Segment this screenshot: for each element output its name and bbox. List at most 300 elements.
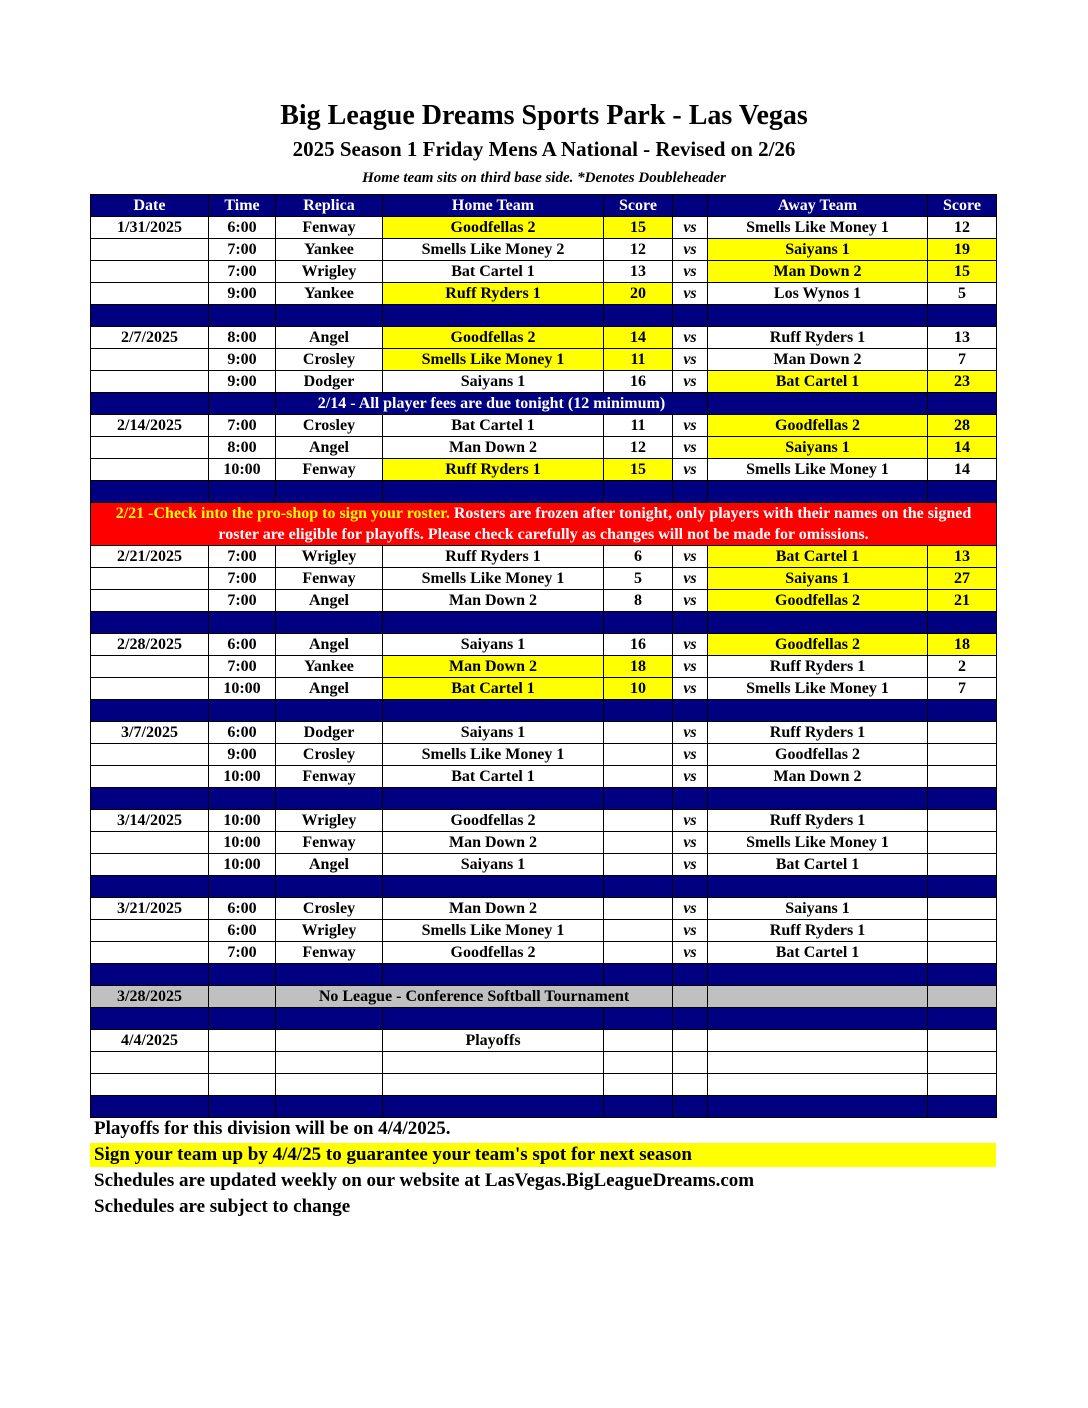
home-team: Ruff Ryders 1 [383, 546, 604, 568]
game-date: 2/28/2025 [91, 634, 209, 656]
game-time: 10:00 [209, 678, 276, 700]
home-score: 5 [604, 568, 673, 590]
no-league-row [91, 986, 997, 1008]
game-field: Fenway [276, 766, 383, 788]
game-date [91, 371, 209, 393]
empty-cell [91, 1074, 209, 1096]
spacer-cell [708, 876, 928, 898]
away-team: Saiyans 1 [708, 898, 928, 920]
spacer-cell [383, 1096, 604, 1118]
home-score [604, 832, 673, 854]
game-field: Fenway [276, 942, 383, 964]
game-time: 6:00 [209, 634, 276, 656]
home-score: 11 [604, 349, 673, 371]
spacer-row [91, 1008, 997, 1030]
home-team: Smells Like Money 1 [383, 744, 604, 766]
away-team: Los Wynos 1 [708, 283, 928, 305]
game-row [91, 678, 997, 700]
footer-playoffs-note: Playoffs for this division will be on 4/4/2025. [94, 1118, 451, 1139]
game-row [91, 239, 997, 261]
empty-cell [708, 1030, 928, 1052]
home-score [604, 744, 673, 766]
spacer-cell [673, 305, 708, 327]
vs-label: vs [673, 678, 708, 700]
away-score: 23 [928, 371, 997, 393]
game-field: Crosley [276, 898, 383, 920]
game-time: 8:00 [209, 437, 276, 459]
home-score: 20 [604, 283, 673, 305]
home-team: Man Down 2 [383, 437, 604, 459]
vs-label: vs [673, 239, 708, 261]
away-score [928, 766, 997, 788]
game-time: 7:00 [209, 656, 276, 678]
game-row [91, 349, 997, 371]
game-date: 3/21/2025 [91, 898, 209, 920]
spacer-cell [928, 964, 997, 986]
away-team: Smells Like Money 1 [708, 217, 928, 239]
away-team: Bat Cartel 1 [708, 371, 928, 393]
away-team: Bat Cartel 1 [708, 942, 928, 964]
game-field: Angel [276, 678, 383, 700]
away-score: 27 [928, 568, 997, 590]
game-date: 3/28/2025 [91, 986, 209, 1008]
game-date [91, 854, 209, 876]
game-row [91, 920, 997, 942]
game-time: 8:00 [209, 327, 276, 349]
spacer-cell [276, 964, 383, 986]
game-time: 7:00 [209, 239, 276, 261]
game-field: Crosley [276, 349, 383, 371]
game-time: 6:00 [209, 898, 276, 920]
vs-label: vs [673, 942, 708, 964]
vs-label: vs [673, 349, 708, 371]
home-team: Goodfellas 2 [383, 327, 604, 349]
game-date: 3/7/2025 [91, 722, 209, 744]
game-date: 3/14/2025 [91, 810, 209, 832]
spacer-cell [708, 964, 928, 986]
game-date [91, 349, 209, 371]
home-score [604, 810, 673, 832]
game-time: 7:00 [209, 942, 276, 964]
spacer-cell [604, 481, 673, 503]
away-team: Goodfellas 2 [708, 634, 928, 656]
away-score: 12 [928, 217, 997, 239]
home-score: 6 [604, 546, 673, 568]
home-team: Ruff Ryders 1 [383, 283, 604, 305]
schedule-table [90, 194, 997, 1118]
game-date [91, 261, 209, 283]
away-team: Man Down 2 [708, 261, 928, 283]
spacer-cell [383, 1008, 604, 1030]
vs-label: vs [673, 459, 708, 481]
game-time: 7:00 [209, 261, 276, 283]
spacer-row [91, 481, 997, 503]
empty-cell [673, 986, 708, 1008]
vs-label: vs [673, 832, 708, 854]
spacer-cell [604, 612, 673, 634]
empty-cell [276, 1030, 383, 1052]
home-team: Man Down 2 [383, 832, 604, 854]
spacer-cell [209, 700, 276, 722]
game-field: Angel [276, 327, 383, 349]
home-team: Ruff Ryders 1 [383, 459, 604, 481]
game-row [91, 590, 997, 612]
home-team: Saiyans 1 [383, 634, 604, 656]
home-team: Bat Cartel 1 [383, 261, 604, 283]
game-row [91, 568, 997, 590]
game-date [91, 239, 209, 261]
away-team: Smells Like Money 1 [708, 459, 928, 481]
spacer-cell [928, 1096, 997, 1118]
game-time: 10:00 [209, 459, 276, 481]
vs-label: vs [673, 810, 708, 832]
spacer-cell [276, 1008, 383, 1030]
home-team: Goodfellas 2 [383, 810, 604, 832]
empty-cell [708, 1052, 928, 1074]
game-row [91, 766, 997, 788]
empty-cell [383, 1074, 604, 1096]
home-score [604, 920, 673, 942]
vs-label: vs [673, 217, 708, 239]
vs-label: vs [673, 722, 708, 744]
empty-cell [276, 1074, 383, 1096]
spacer-cell [673, 700, 708, 722]
game-time: 6:00 [209, 722, 276, 744]
spacer-cell [91, 305, 209, 327]
column-header: Time [209, 195, 276, 217]
away-team: Man Down 2 [708, 766, 928, 788]
game-date [91, 920, 209, 942]
home-team: Man Down 2 [383, 590, 604, 612]
game-date [91, 459, 209, 481]
game-time: 9:00 [209, 371, 276, 393]
home-team: Man Down 2 [383, 656, 604, 678]
spacer-cell [604, 700, 673, 722]
home-team: Smells Like Money 2 [383, 239, 604, 261]
away-score: 7 [928, 349, 997, 371]
game-date [91, 942, 209, 964]
announcement-row [91, 393, 997, 415]
spacer-cell [91, 700, 209, 722]
empty-cell [604, 1030, 673, 1052]
away-score [928, 810, 997, 832]
empty-cell [209, 1030, 276, 1052]
game-date: 2/7/2025 [91, 327, 209, 349]
spacer-cell [276, 876, 383, 898]
game-row [91, 459, 997, 481]
game-field: Angel [276, 634, 383, 656]
vs-label: vs [673, 568, 708, 590]
game-time: 7:00 [209, 590, 276, 612]
spacer-cell [928, 393, 997, 415]
spacer-cell [708, 305, 928, 327]
spacer-cell [673, 788, 708, 810]
spacer-cell [673, 1008, 708, 1030]
home-team: Bat Cartel 1 [383, 415, 604, 437]
home-team: Saiyans 1 [383, 722, 604, 744]
spacer-cell [91, 1096, 209, 1118]
game-field: Dodger [276, 371, 383, 393]
spacer-cell [604, 1008, 673, 1030]
spacer-cell [928, 788, 997, 810]
spacer-row [91, 876, 997, 898]
game-row [91, 854, 997, 876]
spacer-cell [673, 1096, 708, 1118]
schedule-note: Home team sits on third base side. *Denotes Doubleheader [362, 170, 726, 186]
game-date: 4/4/2025 [91, 1030, 209, 1052]
game-date [91, 678, 209, 700]
spacer-cell [383, 876, 604, 898]
spacer-cell [383, 612, 604, 634]
spacer-cell [209, 876, 276, 898]
game-row [91, 634, 997, 656]
away-team: Ruff Ryders 1 [708, 810, 928, 832]
page-title: Big League Dreams Sports Park - Las Vegas [280, 100, 808, 131]
spacer-cell [708, 612, 928, 634]
game-time: 10:00 [209, 854, 276, 876]
home-score: 15 [604, 459, 673, 481]
home-team: Goodfellas 2 [383, 217, 604, 239]
game-row [91, 832, 997, 854]
spacer-cell [673, 612, 708, 634]
game-field: Wrigley [276, 920, 383, 942]
column-header: Date [91, 195, 209, 217]
game-time: 10:00 [209, 766, 276, 788]
away-team: Bat Cartel 1 [708, 854, 928, 876]
spacer-cell [928, 1008, 997, 1030]
game-field: Fenway [276, 568, 383, 590]
game-time: 9:00 [209, 349, 276, 371]
home-team: Saiyans 1 [383, 371, 604, 393]
alert-lead-text: 2/21 -Check into the pro-shop to sign your roster. [115, 505, 450, 522]
game-time: 9:00 [209, 744, 276, 766]
spacer-cell [604, 876, 673, 898]
column-header [673, 195, 708, 217]
home-score [604, 942, 673, 964]
game-row [91, 546, 997, 568]
vs-label: vs [673, 898, 708, 920]
empty-cell [604, 1074, 673, 1096]
table-header-row [91, 195, 997, 217]
playoffs-label: Playoffs [383, 1030, 604, 1052]
home-score: 8 [604, 590, 673, 612]
game-row [91, 810, 997, 832]
away-score [928, 942, 997, 964]
away-team: Ruff Ryders 1 [708, 920, 928, 942]
game-field: Fenway [276, 832, 383, 854]
spacer-cell [673, 964, 708, 986]
vs-label: vs [673, 415, 708, 437]
away-score: 5 [928, 283, 997, 305]
spacer-cell [276, 700, 383, 722]
column-header: Score [928, 195, 997, 217]
spacer-row [91, 788, 997, 810]
game-time: 6:00 [209, 217, 276, 239]
game-time: 7:00 [209, 546, 276, 568]
empty-cell [383, 1052, 604, 1074]
spacer-cell [209, 393, 276, 415]
spacer-cell [604, 964, 673, 986]
empty-cell [209, 1052, 276, 1074]
vs-label: vs [673, 634, 708, 656]
game-field: Yankee [276, 283, 383, 305]
spacer-cell [209, 964, 276, 986]
game-field: Angel [276, 437, 383, 459]
home-score: 16 [604, 371, 673, 393]
empty-cell [673, 1030, 708, 1052]
empty-cell [276, 1052, 383, 1074]
game-row [91, 217, 997, 239]
home-score [604, 766, 673, 788]
away-team: Ruff Ryders 1 [708, 656, 928, 678]
spacer-cell [209, 1096, 276, 1118]
home-score: 16 [604, 634, 673, 656]
away-team: Smells Like Money 1 [708, 832, 928, 854]
away-score: 19 [928, 239, 997, 261]
spacer-cell [928, 612, 997, 634]
spacer-cell [276, 612, 383, 634]
home-score: 13 [604, 261, 673, 283]
column-header: Score [604, 195, 673, 217]
away-team: Smells Like Money 1 [708, 678, 928, 700]
vs-label: vs [673, 744, 708, 766]
away-score [928, 920, 997, 942]
away-team: Ruff Ryders 1 [708, 327, 928, 349]
spacer-cell [708, 393, 928, 415]
spacer-cell [383, 964, 604, 986]
spacer-row [91, 612, 997, 634]
away-score [928, 832, 997, 854]
away-score: 18 [928, 634, 997, 656]
home-score: 15 [604, 217, 673, 239]
spacer-cell [383, 481, 604, 503]
game-date [91, 437, 209, 459]
away-score [928, 898, 997, 920]
game-row [91, 942, 997, 964]
spacer-cell [708, 481, 928, 503]
spacer-cell [91, 1008, 209, 1030]
game-time: 6:00 [209, 920, 276, 942]
empty-cell [928, 1052, 997, 1074]
spacer-cell [928, 700, 997, 722]
footer-change-note: Schedules are subject to change [94, 1196, 351, 1217]
game-row [91, 744, 997, 766]
vs-label: vs [673, 546, 708, 568]
spacer-cell [673, 876, 708, 898]
game-row [91, 898, 997, 920]
no-league-text: No League - Conference Softball Tournament [276, 986, 673, 1008]
spacer-cell [928, 481, 997, 503]
away-score: 21 [928, 590, 997, 612]
away-score: 14 [928, 459, 997, 481]
game-field: Angel [276, 854, 383, 876]
spacer-cell [604, 1096, 673, 1118]
spacer-cell [673, 481, 708, 503]
away-score: 28 [928, 415, 997, 437]
spacer-cell [209, 788, 276, 810]
roster-alert [91, 503, 997, 546]
game-row [91, 261, 997, 283]
game-date: 2/14/2025 [91, 415, 209, 437]
footer-signup-note: Sign your team up by 4/4/25 to guarantee your team's spot for next season [90, 1143, 996, 1167]
home-team: Smells Like Money 1 [383, 568, 604, 590]
game-time: 7:00 [209, 568, 276, 590]
game-row [91, 415, 997, 437]
away-team: Goodfellas 2 [708, 744, 928, 766]
spacer-cell [383, 700, 604, 722]
game-field: Yankee [276, 239, 383, 261]
vs-label: vs [673, 854, 708, 876]
vs-label: vs [673, 327, 708, 349]
column-header: Home Team [383, 195, 604, 217]
blank-row [91, 1074, 997, 1096]
game-date [91, 766, 209, 788]
announcement-text: 2/14 - All player fees are due tonight (12 minimum) [276, 393, 708, 415]
playoffs-row [91, 1030, 997, 1052]
home-team: Saiyans 1 [383, 854, 604, 876]
spacer-cell [276, 305, 383, 327]
away-score [928, 722, 997, 744]
game-time: 7:00 [209, 415, 276, 437]
game-date [91, 744, 209, 766]
game-row [91, 656, 997, 678]
spacer-cell [91, 964, 209, 986]
vs-label: vs [673, 283, 708, 305]
empty-cell [209, 1074, 276, 1096]
spacer-row [91, 305, 997, 327]
game-field: Fenway [276, 217, 383, 239]
empty-cell [91, 1052, 209, 1074]
spacer-cell [91, 481, 209, 503]
spacer-cell [276, 481, 383, 503]
away-team: Bat Cartel 1 [708, 546, 928, 568]
vs-label: vs [673, 656, 708, 678]
away-score [928, 854, 997, 876]
empty-cell [673, 1074, 708, 1096]
away-team: Man Down 2 [708, 349, 928, 371]
spacer-cell [604, 788, 673, 810]
spacer-cell [91, 612, 209, 634]
spacer-cell [209, 481, 276, 503]
spacer-cell [91, 393, 209, 415]
game-date [91, 656, 209, 678]
spacer-cell [383, 788, 604, 810]
game-date [91, 832, 209, 854]
away-score [928, 744, 997, 766]
spacer-cell [928, 305, 997, 327]
home-score: 12 [604, 239, 673, 261]
spacer-row [91, 1096, 997, 1118]
home-score: 10 [604, 678, 673, 700]
home-score: 14 [604, 327, 673, 349]
spacer-cell [209, 305, 276, 327]
spacer-cell [276, 1096, 383, 1118]
game-date [91, 283, 209, 305]
home-team: Smells Like Money 1 [383, 920, 604, 942]
spacer-cell [91, 876, 209, 898]
spacer-cell [209, 612, 276, 634]
away-team: Ruff Ryders 1 [708, 722, 928, 744]
alert-body-text: Rosters are frozen after tonight, only players with their names on the signed roster are eligible for playoffs. Please check carefully as changes will not be made for omissions. [218, 505, 972, 543]
game-field: Crosley [276, 415, 383, 437]
game-date [91, 590, 209, 612]
away-score: 13 [928, 546, 997, 568]
column-header: Away Team [708, 195, 928, 217]
spacer-cell [708, 788, 928, 810]
away-score: 15 [928, 261, 997, 283]
spacer-cell [708, 1096, 928, 1118]
empty-cell [928, 1030, 997, 1052]
